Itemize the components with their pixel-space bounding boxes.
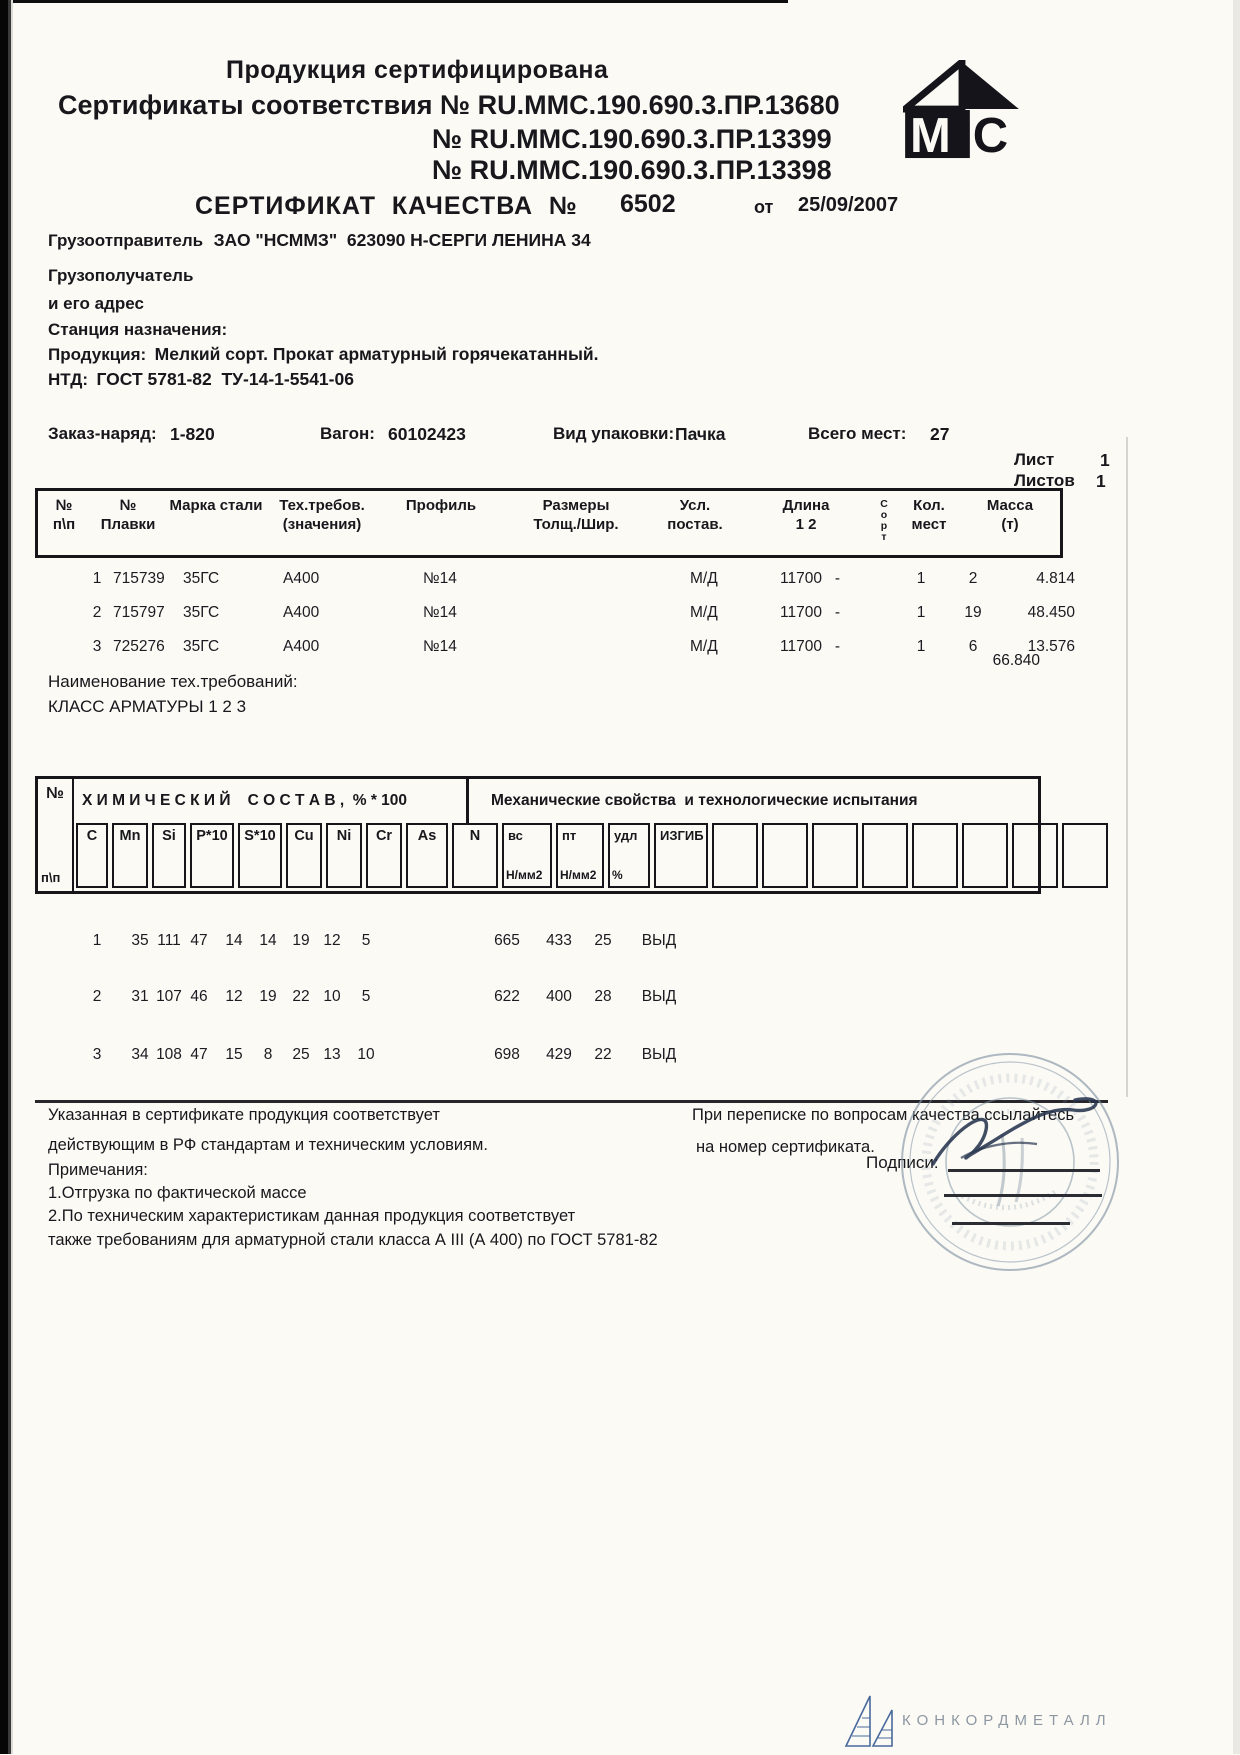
cell-length: 11700 - — [780, 604, 841, 621]
cell-Si: 47 — [190, 932, 208, 949]
signature-line — [952, 1222, 1070, 1225]
col-element-Cr: Cr — [366, 823, 402, 888]
cell-delivery: М/Д — [690, 570, 718, 587]
cell-S10: 8 — [263, 1046, 273, 1063]
total-places-value: 27 — [930, 424, 950, 444]
cell-C: 34 — [131, 1046, 149, 1063]
cell-sort: 1 — [916, 570, 926, 587]
tech-requirements-value: КЛАСС АРМАТУРЫ 1 2 3 — [48, 697, 247, 716]
cell-melt-number: 725276 — [113, 638, 165, 655]
col-mass-2: (т) — [1001, 515, 1019, 533]
col-length-2: 2 — [808, 515, 817, 533]
scan-edge-top — [13, 0, 788, 3]
col-mass: Масса — [986, 497, 1034, 514]
col-header-melt-number — [90, 491, 166, 555]
col-element-P10: P*10 — [190, 823, 234, 888]
cell-steel-grade: 35ГС — [183, 570, 220, 587]
footer-statement-1: Указанная в сертификате продукция соответствует — [48, 1106, 440, 1124]
cell-Cr: 5 — [361, 932, 371, 949]
col-udl-units: % — [612, 868, 623, 882]
cell-profile: №14 — [423, 604, 457, 621]
sheets-value: 1 — [1096, 471, 1106, 491]
cell-row-number: 2 — [92, 988, 102, 1005]
scan-edge-left — [0, 0, 13, 1754]
col-element-C: C — [76, 823, 108, 888]
chem-table-header — [35, 776, 1041, 894]
cell-tech-req: А400 — [283, 638, 320, 655]
col-header-mass — [960, 491, 1060, 555]
empty-column — [1062, 823, 1108, 888]
col-element-As: As — [406, 823, 448, 888]
cell-elongation: 22 — [594, 1046, 612, 1063]
cell-places: 19 — [964, 604, 982, 621]
col-cond-2: постав. — [667, 515, 723, 533]
col-element-Si: Si — [152, 823, 186, 888]
cell-mass: 48.450 — [1027, 604, 1075, 621]
cell-elongation: 25 — [594, 932, 612, 949]
chem-composition-title: Х И М И Ч Е С К И Й С О С Т А В , % * 100 — [82, 792, 408, 809]
col-length: Длина — [782, 497, 830, 514]
col-pt-units: Н/мм2 — [560, 868, 597, 882]
cell-length: 11700 - — [780, 570, 841, 587]
footer-note-2-cont: также требованиям для арматурной стали класса А III (А 400) по ГОСТ 5781-82 — [48, 1231, 658, 1249]
col-tensile-strength — [502, 823, 552, 888]
empty-column — [962, 823, 1008, 888]
packing-value: Пачка — [675, 424, 726, 444]
cell-elongation: 28 — [594, 988, 612, 1005]
chem-corner-no: № — [46, 785, 64, 802]
col-sort-vertical: Сорт — [880, 498, 888, 544]
correspondence-note-2: на номер сертификата. — [696, 1138, 875, 1156]
order-value: 1-820 — [170, 424, 215, 444]
concord-logo-icon — [843, 1690, 897, 1755]
shipper-value: ЗАО "НСММЗ" 623090 Н-СЕРГИ ЛЕНИНА 34 — [213, 230, 591, 250]
scan-fold-line — [1126, 437, 1128, 1097]
order-label: Заказ-наряд: — [48, 424, 157, 443]
cell-Cu: 19 — [292, 932, 310, 949]
total-places-label: Всего мест: — [808, 424, 907, 443]
col-header-places-count — [898, 491, 960, 555]
empty-column — [912, 823, 958, 888]
chem-row — [35, 932, 1095, 954]
cell-Mn: 111 — [157, 932, 181, 949]
sail-triangles-icon — [843, 1690, 897, 1750]
certificate-title: СЕРТИФИКАТ КАЧЕСТВА № — [195, 192, 578, 220]
cell-profile: №14 — [423, 638, 457, 655]
col-no: № — [55, 497, 73, 514]
col-melt: № — [119, 497, 137, 514]
cell-bend-result: ВЫД — [641, 988, 677, 1005]
cell-row-number: 3 — [92, 1046, 102, 1063]
cell-mass: 13.576 — [1027, 638, 1075, 655]
cell-steel-grade: 35ГС — [183, 604, 220, 621]
shipper-line — [48, 230, 591, 251]
wagon-label: Вагон: — [320, 424, 375, 443]
col-element-S10: S*10 — [238, 823, 282, 888]
col-element-Cu: Cu — [286, 823, 322, 888]
cell-P10: 15 — [225, 1046, 243, 1063]
cell-Mn: 107 — [156, 988, 182, 1005]
sheet-value: 1 — [1100, 450, 1110, 470]
col-bend-test — [654, 823, 708, 888]
col-element-Ni: Ni — [326, 823, 362, 888]
tech-requirements-label: Наименование тех.требований: — [48, 672, 298, 691]
col-element-N: N — [452, 823, 498, 888]
col-qty-2: мест — [911, 515, 947, 533]
cell-places: 2 — [968, 570, 978, 587]
col-header-row-number — [38, 491, 90, 555]
footer-statement-2: действующим в РФ стандартам и техническим условиям. — [48, 1136, 488, 1154]
conformity-certificate-2: № RU.ММС.190.690.3.ПР.13399 — [432, 124, 832, 154]
cell-row-number: 1 — [92, 932, 102, 949]
col-tech-2: (значения) — [282, 515, 362, 533]
chem-corner-column — [38, 779, 74, 891]
cell-tech-req: А400 — [283, 604, 320, 621]
main-table-header — [35, 488, 1063, 558]
cell-Cu: 22 — [292, 988, 310, 1005]
col-header-profile: Профиль — [405, 497, 477, 514]
footer-notes-label: Примечания: — [48, 1161, 148, 1179]
col-yield-strength — [556, 823, 604, 888]
cell-row-number: 3 — [92, 638, 102, 655]
mc-logo-graphic — [903, 60, 1021, 160]
col-vs-units: Н/мм2 — [506, 868, 543, 882]
col-pt-label: пт — [562, 828, 577, 843]
shipper-label: Грузоотправитель — [48, 231, 204, 250]
col-size-2: Толщ./Шир. — [533, 515, 619, 533]
col-element-Mn: Mn — [112, 823, 148, 888]
signatures-label: Подписи: — [866, 1153, 939, 1172]
certificate-date: 25/09/2007 — [798, 194, 899, 216]
cell-bend-result: ВЫД — [641, 932, 677, 949]
certificate-number: 6502 — [620, 190, 676, 218]
col-header-length — [742, 491, 870, 555]
col-tech: Тех.требов. — [279, 497, 365, 514]
cell-places: 6 — [968, 638, 978, 655]
cell-tensile: 698 — [494, 1046, 520, 1063]
col-header-steel-grade: Марка стали — [169, 497, 263, 514]
cell-steel-grade: 35ГС — [183, 638, 220, 655]
cell-tensile: 622 — [494, 988, 520, 1005]
col-vs-label: вс — [508, 828, 523, 843]
cell-yield: 400 — [546, 988, 572, 1005]
total-mass: 66.840 — [992, 652, 1040, 669]
packing-label: Вид упаковки: — [553, 424, 675, 443]
cell-S10: 19 — [259, 988, 277, 1005]
cell-sort: 1 — [916, 604, 926, 621]
empty-column — [712, 823, 758, 888]
cell-delivery: М/Д — [690, 638, 718, 655]
scan-edge-right — [1233, 0, 1240, 1754]
conformity-certificate-3: № RU.ММС.190.690.3.ПР.13398 — [432, 155, 832, 185]
table-row — [35, 604, 1095, 626]
cell-C: 35 — [131, 932, 149, 949]
chem-row — [35, 988, 1095, 1010]
cell-tensile: 665 — [494, 932, 520, 949]
chem-corner-pp: п\п — [41, 870, 61, 885]
col-header-delivery-conditions — [648, 491, 742, 555]
ntd-value: ГОСТ 5781-82 ТУ-14-1-5541-06 — [96, 369, 354, 389]
col-no-2: п\п — [52, 515, 76, 533]
cell-Cr: 5 — [361, 988, 371, 1005]
cell-delivery: М/Д — [690, 604, 718, 621]
product-line — [48, 344, 599, 365]
cell-mass: 4.814 — [1036, 570, 1075, 587]
col-elongation — [608, 823, 650, 888]
cell-row-number: 2 — [92, 604, 102, 621]
cell-Mn: 108 — [156, 1046, 182, 1063]
cell-P10: 12 — [225, 988, 243, 1005]
cell-sort: 1 — [916, 638, 926, 655]
cell-P10: 14 — [225, 932, 243, 949]
col-header-dimensions — [504, 491, 648, 555]
empty-column — [762, 823, 808, 888]
cell-tech-req: А400 — [283, 570, 320, 587]
cell-Cr: 10 — [357, 1046, 375, 1063]
col-length-1: 1 — [795, 515, 804, 533]
col-bend-label: ИЗГИБ — [660, 828, 704, 843]
certificate-of-label: от — [754, 197, 774, 217]
cell-S10: 14 — [259, 932, 277, 949]
col-header-tech-requirements — [266, 491, 378, 555]
sheets-label: Листов — [1014, 471, 1075, 490]
col-header-sort — [870, 491, 898, 555]
footer-note-1: 1.Отгрузка по фактической массе — [48, 1184, 307, 1202]
sheet-label: Лист — [1014, 450, 1055, 469]
col-cond: Усл. — [679, 497, 711, 514]
empty-column — [812, 823, 858, 888]
cell-Ni: 12 — [323, 932, 341, 949]
cell-melt-number: 715739 — [113, 570, 165, 587]
mechanical-properties-title: Механические свойства и технологические испытания — [466, 779, 1110, 823]
consignee-label: Грузополучатель — [48, 266, 194, 285]
ntd-label: НТД: — [48, 370, 89, 389]
cell-length: 11700 - — [780, 638, 841, 655]
col-qty: Кол. — [913, 497, 945, 514]
wagon-value: 60102423 — [388, 424, 466, 444]
cell-Si: 47 — [190, 1046, 208, 1063]
cell-C: 31 — [131, 988, 149, 1005]
conformity-certificate-1: Сертификаты соответствия № RU.ММС.190.690.3.ПР.13680 — [58, 90, 840, 120]
footer-note-2: 2.По техническим характеристикам данная продукция соответствует — [48, 1207, 576, 1225]
cell-yield: 429 — [546, 1046, 572, 1063]
signature-line — [944, 1194, 1102, 1197]
cell-Ni: 13 — [323, 1046, 341, 1063]
consignee-address-label: и его адрес — [48, 294, 144, 313]
cell-Cu: 25 — [292, 1046, 310, 1063]
mc-logo — [903, 60, 1021, 165]
cell-profile: №14 — [423, 570, 457, 587]
product-label: Продукция: — [48, 345, 147, 364]
cell-row-number: 1 — [92, 570, 102, 587]
col-udl-label: удл — [614, 828, 638, 843]
destination-station-label: Станция назначения: — [48, 320, 228, 339]
signature-line — [948, 1169, 1100, 1172]
certified-line: Продукция сертифицирована — [226, 56, 609, 84]
cell-Si: 46 — [190, 988, 208, 1005]
empty-column — [1012, 823, 1058, 888]
mc-logo-letter-c: С — [972, 109, 1009, 160]
cell-yield: 433 — [546, 932, 572, 949]
empty-column — [862, 823, 908, 888]
signature-graphic — [925, 1088, 1115, 1178]
cell-melt-number: 715797 — [113, 604, 165, 621]
chem-column-cells — [74, 823, 1110, 891]
cell-bend-result: ВЫД — [641, 1046, 677, 1063]
correspondence-note-1: При переписке по вопросам качества ссылайтесь — [692, 1106, 1075, 1124]
col-melt-2: Плавки — [100, 515, 156, 533]
col-size: Размеры — [542, 497, 610, 514]
cell-Ni: 10 — [323, 988, 341, 1005]
ntd-line — [48, 369, 354, 390]
mc-logo-letter-m: М — [910, 109, 951, 160]
product-value: Мелкий сорт. Прокат арматурный горячекатанный. — [154, 344, 599, 364]
concord-logo-text: КОНКОРДМЕТАЛЛ — [902, 1712, 1112, 1729]
table-row — [35, 570, 1095, 592]
